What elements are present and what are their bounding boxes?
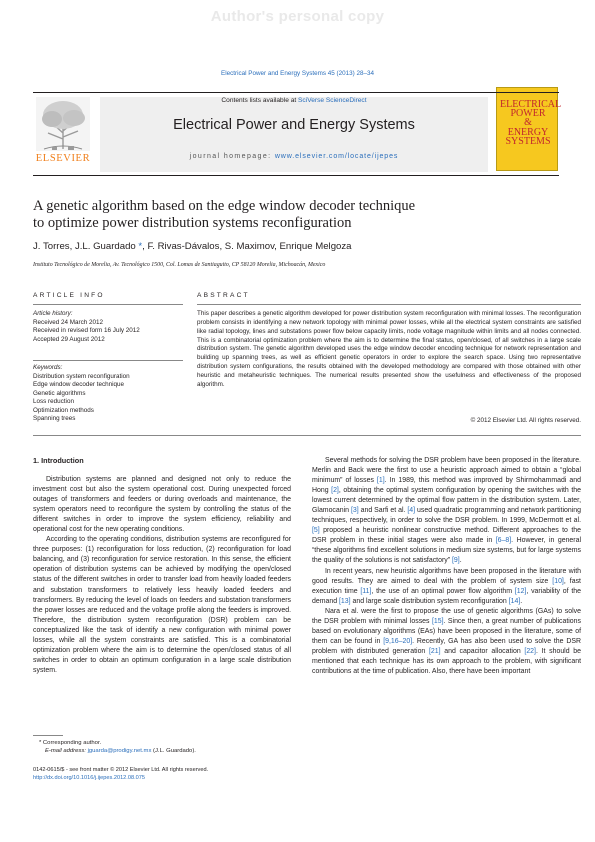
citation-link[interactable]: [12] — [514, 587, 527, 595]
footnote-rule — [33, 735, 63, 736]
sciencedirect-link[interactable]: SciVerse ScienceDirect — [298, 97, 367, 104]
citation-link[interactable]: [1] — [376, 477, 385, 485]
section-heading-introduction: 1. Introduction — [33, 456, 84, 465]
citation-link[interactable]: [10] — [552, 577, 564, 585]
cover-title-line: SYSTEMS — [505, 135, 551, 147]
citation-link[interactable]: [3] — [350, 507, 359, 515]
author-list — [33, 241, 553, 252]
issn-line: 0142-0615/$ - see front matter © 2012 Elsevier Ltd. All rights reserved. — [33, 767, 209, 773]
email-suffix: (J.L. Guardado). — [151, 748, 196, 754]
corresponding-author-marker[interactable]: * — [138, 241, 143, 252]
body-column-right — [312, 456, 581, 677]
intro-paragraph: Several methods for solving the DSR problem have been proposed in the literature. Merlin and Back were the first to use a heuristic approach aimed to obtain a “global minimum” of losses [1]. In 1989, this method was improved by Shirmohammadi and Hong [2], obtaining the optimal system configuration by opening the switches with the lowest current determined by the optimal flow pattern in the distribution system. Later, Glamocanin [3] and Sarfi et al. [4] used quadratic programming and network partitioning techniques, respectively, in order to solve the DSR problem. In 1999, McDermott et al. [5] proposed a heuristic nonlinear constructive method. Different approaches to the DSR problem in these initial stages were also made in [6–8]. However, in general “these algorithms find excellent solutions in medium size systems, but for large systems the quality of the solutions is not satisfactory” [9]. — [312, 457, 582, 565]
cover-title-line: & — [524, 117, 532, 129]
keyword-item: Optimization methods — [33, 406, 94, 414]
abstract-rule — [197, 304, 581, 305]
keywords-rule — [33, 360, 183, 361]
authors-part: J. Torres, J.L. Guardado — [33, 241, 139, 252]
intro-paragraph: Nara et al. were the first to propose the use of genetic algorithms (GAs) to solve the DSR problem with minimal losses [15]. Since then, a great number of publications based on evolutionary algorithms (EAs) have been proposed in the literature, some of them can be found in [9,16–20]. Recently, GA has also been used to solve the DSR problem with distributed generation [21] and capacitor allocation [22]. It should be mentioned that each technique has its own approach to the problem, with significant contributions at the time of publication. Also, there have been important — [312, 607, 581, 675]
article-info-rule — [33, 304, 183, 305]
journal-title: Electrical Power and Energy Systems — [173, 117, 415, 133]
intro-paragraph: Distribution systems are planned and designed not only to reduce the investment cost but also the system operational cost. During unexpected forced outages of transformers and feeders or during overloads and maintenance, the system operators need to reconfigure the system by controlling the status of the different switches in order to improve the system efficiency, reliability and operational cost for the new operating conditions. — [33, 476, 291, 534]
citation-link[interactable]: [14] — [508, 597, 521, 605]
citation-link[interactable]: [6–8] — [495, 537, 512, 545]
paper-title-line: to optimize power distribution systems reconfiguration — [33, 215, 352, 232]
keyword-item: Distribution system reconfiguration — [33, 372, 130, 380]
abstract-text: This paper describes a genetic algorithm developed for power distribution system reconfiguration with minimal losses. The reconfiguration problem consists in identifying a new network topology with minimal power losses, while all the electrical system constraints are satisfied like radial topology, lines and substations power flow below capacity limits, node voltage magnitude within limits and all nodes connected. This is a combinatorial optimization problem where the aim is to determine the final status, open/closed, of all switches in a large scale distribution system. The genetic algorithm developed uses the edge window decoder encoding technique for network representation and building up spanning trees, as well as efficient genetic operators in order to explore the search space. Using two representative distribution system configurations, the results obtained with the developed methodology are compared with those obtained with other heuristic and metaheuristic techniques. The numerical results presented show the usefulness and effectiveness of the proposed algorithm. — [197, 310, 581, 388]
citation-link[interactable]: [9] — [451, 557, 460, 565]
citation-link[interactable]: [2] — [331, 487, 339, 495]
citation-link[interactable]: [22] — [524, 647, 536, 655]
contents-line — [100, 97, 488, 104]
cover-title-line: ENERGY — [507, 126, 549, 138]
abstract-copyright: © 2012 Elsevier Ltd. All rights reserved. — [470, 417, 581, 424]
article-info-heading: ARTICLE INFO — [33, 292, 105, 299]
paper-title-line: A genetic algorithm based on the edge window decoder technique — [33, 198, 416, 214]
history-label: Article history: — [33, 310, 73, 317]
citation-link[interactable]: [5] — [312, 527, 320, 535]
keywords-label: Keywords: — [33, 364, 63, 371]
header-bottom-rule — [33, 175, 559, 176]
footnote — [33, 739, 295, 755]
contents-prefix: Contents lists available at — [221, 97, 299, 104]
keywords — [33, 364, 183, 424]
citation-link[interactable]: [21] — [428, 647, 441, 655]
authors-part: , F. Rivas-Dávalos, S. Maximov, Enrique Melgoza — [142, 241, 352, 252]
keyword-item: Loss reduction — [33, 398, 74, 405]
intro-paragraph: According to the operating conditions, distribution systems are reconfigured for three purposes: (1) reconfiguration for loss reduction, (2) reconfiguration for load balancing, and (3) reconfiguration for service restoration. In this sense, the efficient operation of distribution systems can be achieved by modifying the open/closed status of the different switches in order to transfer load from heavily loaded feeders and substation transformers to relatively less heavily loaded feeders and transformers. By reducing the level of loads on feeders and substation transformers the power losses are reduced and the voltage profile along the feeders is improved. Therefore, the distribution system reconfiguration (DSR) problem can be conceptualized like the task of identify a new configuration with minimal power losses, while all the system constraints are satisfied. This is a combinatorial optimization problem where the aim is to determine the open/closed status of all switches in order to obtain an optimum configuration in a large scale distribution system. — [33, 536, 291, 674]
publication-info — [33, 767, 333, 782]
email-label: E-mail address: — [45, 748, 88, 754]
affiliation: Instituto Tecnológico de Morelia, Av. Tecnológico 1500, Col. Lomas de Santiaguito, CP 58120 Morelia, Michoacán, Mexico — [33, 262, 326, 268]
journal-cover-title — [500, 99, 562, 147]
citation-link[interactable]: [11] — [360, 587, 372, 595]
body-column-left — [33, 475, 291, 676]
keyword-item: Genetic algorithms — [33, 389, 86, 397]
history-item: Accepted 29 August 2012 — [33, 335, 105, 343]
abstract-heading: ABSTRACT — [197, 292, 250, 299]
journal-reference-link[interactable]: Electrical Power and Energy Systems 45 (2013) 28–34 — [221, 70, 374, 77]
keyword-item: Spanning trees — [33, 415, 76, 422]
elsevier-wordmark: ELSEVIER — [35, 153, 91, 164]
doi-link[interactable]: http://dx.doi.org/10.1016/j.ijepes.2012.08.075 — [33, 774, 145, 781]
cover-title-line: POWER — [510, 108, 546, 120]
homepage-label: journal homepage: — [189, 153, 275, 160]
citation-link[interactable]: [15] — [431, 617, 444, 625]
journal-homepage — [100, 153, 488, 160]
history-item: Received 24 March 2012 — [33, 318, 104, 326]
keyword-item: Edge window decoder technique — [33, 381, 125, 388]
citation-link[interactable]: [9,16–20] — [383, 637, 413, 645]
citation-link[interactable]: [4] — [407, 507, 416, 515]
abstract-bottom-rule — [33, 435, 581, 436]
header-band — [100, 97, 488, 172]
article-history — [33, 310, 183, 344]
citation-link[interactable]: [13] — [339, 597, 351, 605]
watermark: Author's personal copy — [210, 8, 385, 25]
intro-paragraph: In recent years, new heuristic algorithms have been proposed in the literature with good results. They are aimed to deal with the problem of system size [10], fast execution time [11], the use of an optimal power flow algorithm [12], variability of the demand [13] and large scale distribution system reconfiguration [14]. — [312, 567, 581, 605]
email-link[interactable]: jguarda@prodigy.net.mx — [87, 748, 152, 754]
paper-title — [33, 198, 553, 233]
history-item: Received in revised form 16 July 2012 — [33, 327, 140, 334]
header-top-rule — [33, 92, 559, 93]
cover-title-line: ELECTRICAL — [500, 99, 562, 110]
homepage-link[interactable]: www.elsevier.com/locate/ijepes — [274, 153, 399, 160]
corresponding-author-note: * Corresponding author. — [39, 740, 102, 746]
